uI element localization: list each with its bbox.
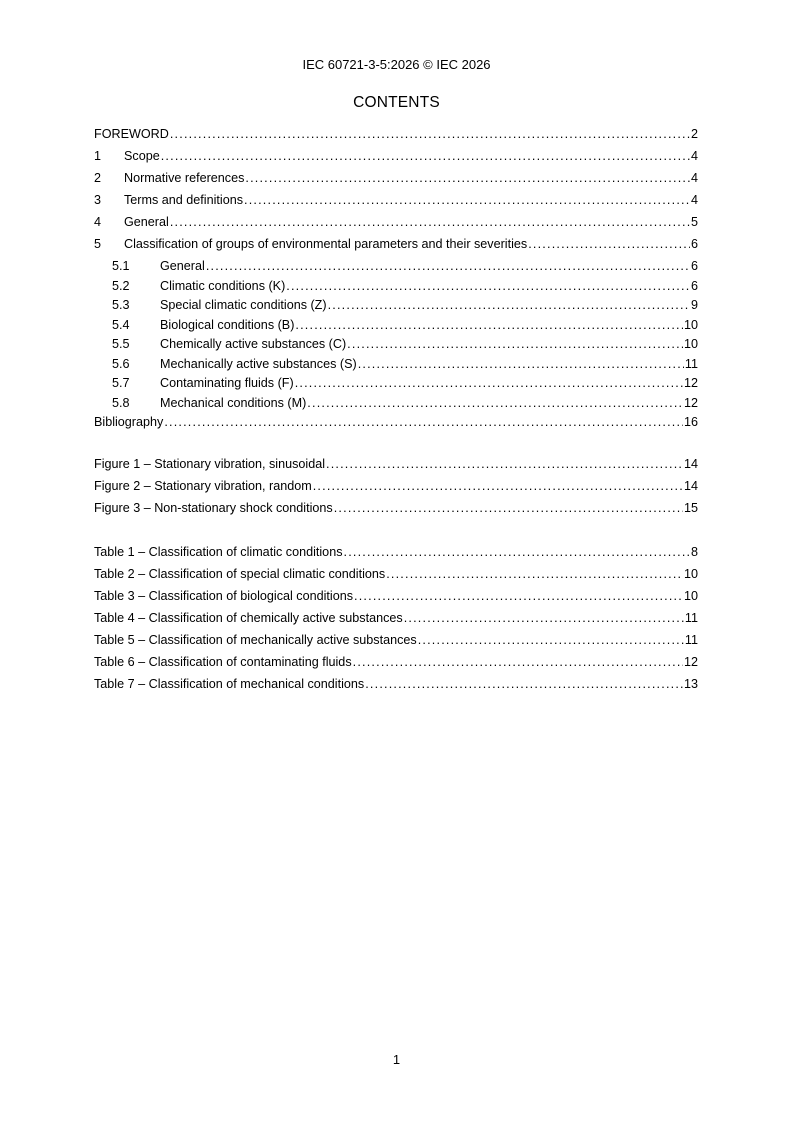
toc-entry-number: 1 [94,149,102,163]
toc-entry-page: 12 [683,395,698,410]
toc-entry-label: Biological conditions (B) [160,317,295,332]
table-entry-5[interactable] [94,632,698,654]
toc-entry-5-3[interactable] [94,297,698,317]
toc-entry-label: Mechanically active substances (S) [160,356,357,371]
toc-entry-terms-definitions[interactable] [94,192,698,214]
table-entry-label: Table 1 – Classification of climatic conditions [94,545,343,559]
toc-entry-label: General [124,215,169,229]
figure-entry-label: Figure 1 – Stationary vibration, sinusoidal [94,457,326,471]
toc-entry-5-4[interactable] [94,317,698,337]
toc-entry-label: Climatic conditions (K) [160,278,286,293]
toc-sections [94,126,698,436]
toc-entry-label: Special climatic conditions (Z) [160,298,327,312]
toc-entry-5-8[interactable] [94,395,698,415]
figure-entry-label: Figure 2 – Stationary vibration, random [94,479,312,493]
toc-entry-label: Bibliography [94,415,164,429]
toc-entry-page: 11 [684,356,698,371]
toc-entry-page: 10 [683,337,698,351]
toc-entry-5-5[interactable] [94,336,698,356]
table-entry-6[interactable] [94,654,698,676]
figure-entry-3[interactable] [94,500,698,522]
table-entry-label: Table 5 – Classification of mechanically active substances [94,633,417,647]
toc-entry-number: 5.7 [112,376,130,390]
toc-entry-5-6[interactable] [94,356,698,376]
table-entry-page: 8 [690,545,698,559]
figure-entry-1[interactable] [94,456,698,478]
toc-entry-page: 12 [683,376,698,390]
toc-entry-label: Classification of groups of environmental parameters and their severities [124,237,528,251]
table-entry-page: 11 [684,633,698,647]
toc-entry-number: 5 [94,237,102,251]
figure-entry-page: 14 [683,457,698,471]
page-title: CONTENTS [353,94,440,111]
table-entry-label: Table 4 – Classification of chemically active substances [94,611,403,625]
toc-entry-bibliography[interactable] [94,414,698,436]
table-entry-page: 10 [683,589,698,603]
toc-entry-number: 5.4 [112,317,130,332]
table-entry-label: Table 7 – Classification of mechanical conditions [94,677,365,691]
toc-entry-normative-references[interactable] [94,170,698,192]
toc-entry-number: 5.6 [112,356,130,371]
toc-entry-page: 4 [690,149,698,163]
table-entry-1[interactable] [94,544,698,566]
table-entry-3[interactable] [94,588,698,610]
toc-entry-label: Scope [124,149,160,163]
toc-entry-page: 6 [690,237,698,251]
toc-entry-classification[interactable] [94,236,698,258]
toc-entry-label: Normative references [124,171,245,185]
table-entry-label: Table 2 – Classification of special climatic conditions [94,567,386,581]
toc-entry-number: 3 [94,193,102,207]
table-entry-4[interactable] [94,610,698,632]
table-entry-2[interactable] [94,566,698,588]
toc-entry-page: 10 [683,317,698,332]
table-entry-page: 10 [683,567,698,581]
toc-entry-label: Chemically active substances (C) [160,337,347,351]
toc-entry-page: 5 [690,215,698,229]
figure-entry-2[interactable] [94,478,698,500]
toc-entry-label: General [160,259,205,273]
toc-entry-number: 5.3 [112,298,130,312]
toc-entry-page: 16 [683,415,698,429]
toc-entry-5-2[interactable] [94,278,698,298]
toc-entry-number: 4 [94,215,102,229]
toc-entry-number: 2 [94,171,102,185]
toc-entry-number: 5.2 [112,278,130,293]
toc-entry-page: 2 [690,127,698,141]
table-entry-page: 13 [683,677,698,691]
page-number: 1 [392,1052,401,1067]
toc-entry-scope[interactable] [94,148,698,170]
list-of-figures [94,456,698,522]
toc-entry-page: 9 [690,298,698,312]
toc-entry-5-7[interactable] [94,375,698,395]
toc-entry-number: 5.5 [112,337,130,351]
toc-entry-label: Contaminating fluids (F) [160,376,294,390]
toc-entry-label: FOREWORD [94,127,169,141]
toc-entry-foreword[interactable] [94,126,698,148]
figure-entry-page: 14 [683,479,698,493]
list-of-tables [94,544,698,698]
page-header: IEC 60721-3-5:2026 © IEC 2026 [302,57,491,72]
toc-entry-label: Terms and definitions [124,193,244,207]
toc-entry-page: 6 [690,259,698,273]
figure-entry-page: 15 [683,501,698,515]
toc-entry-page: 4 [690,171,698,185]
toc-entry-page: 6 [690,278,698,293]
toc-entry-number: 5.1 [112,259,130,273]
toc-entry-general[interactable] [94,214,698,236]
figure-entry-label: Figure 3 – Non-stationary shock conditions [94,501,333,515]
toc-entry-page: 4 [690,193,698,207]
table-entry-7[interactable] [94,676,698,698]
table-entry-page: 12 [683,655,698,669]
toc-entry-5-1[interactable] [94,258,698,278]
toc-entry-number: 5.8 [112,395,130,410]
table-entry-page: 11 [684,611,698,625]
table-entry-label: Table 3 – Classification of biological conditions [94,589,354,603]
toc-entry-label: Mechanical conditions (M) [160,395,307,410]
table-entry-label: Table 6 – Classification of contaminating fluids [94,655,352,669]
